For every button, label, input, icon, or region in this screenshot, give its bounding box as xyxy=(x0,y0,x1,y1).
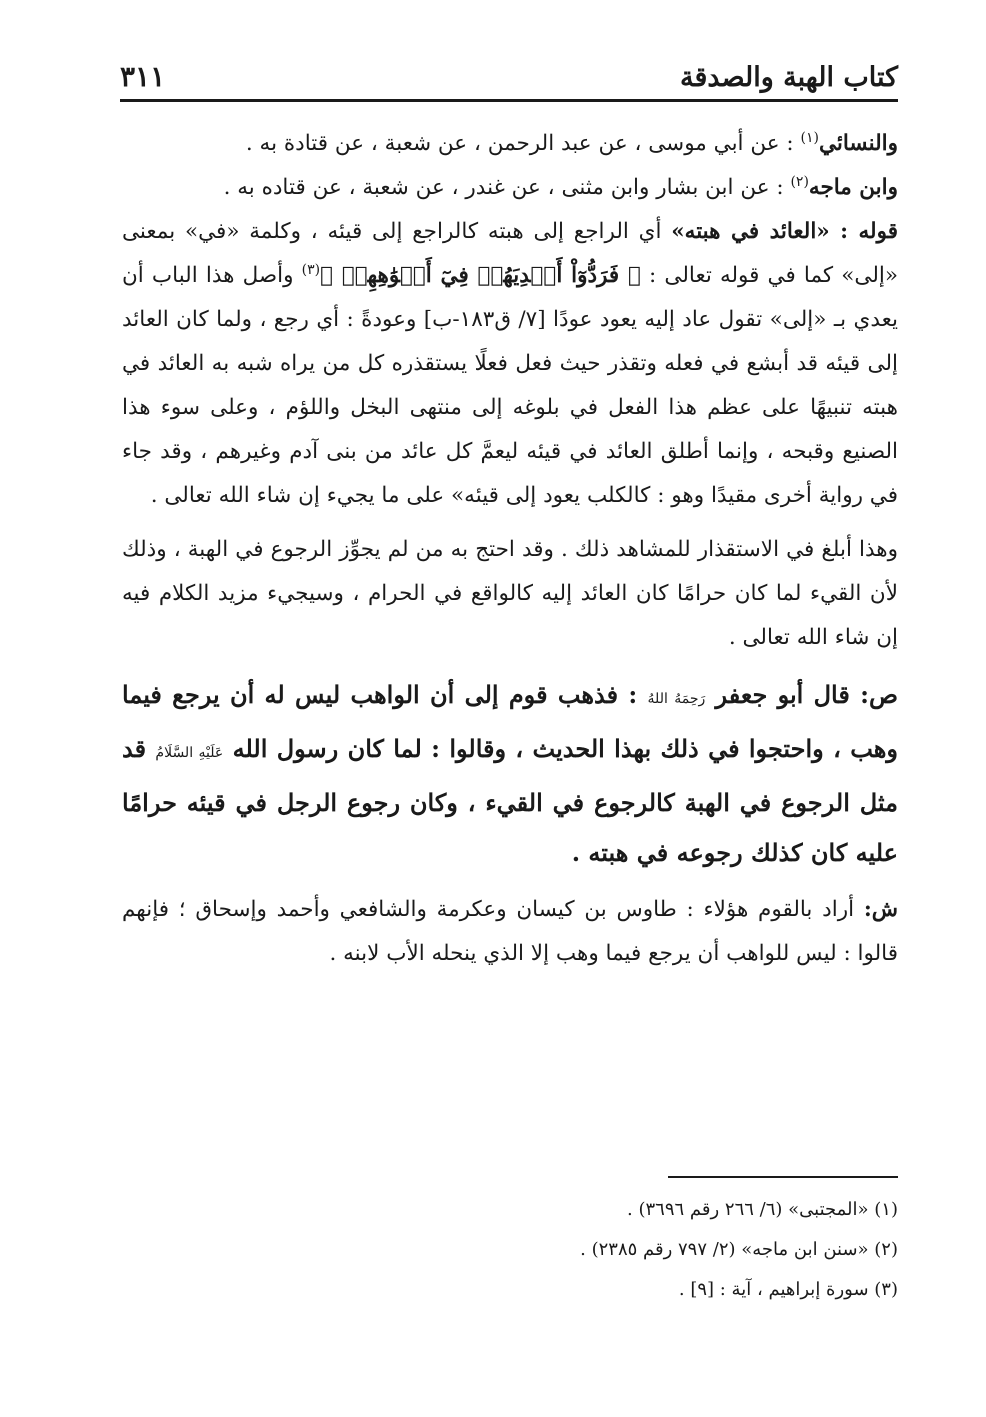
paragraph-text: قد مثل الرجوع في الهبة كالرجوع في القيء ، وكان رجوع الرجل في قيئه حرامًا عليه كان كذلك رجوعه في هبته . xyxy=(122,734,898,867)
paragraph-shin xyxy=(122,888,898,976)
paragraph-lead: ش: xyxy=(863,897,898,922)
paragraph-text: ص: قال أبو جعفر xyxy=(715,680,898,709)
quran-verse: ﴿ فَرَدُّوٓاْ أَيۡدِيَهُمۡ فِيٓ أَفۡوَٰهِهِمۡ ﴾ xyxy=(320,263,641,288)
paragraph-nasai xyxy=(122,122,898,166)
paragraph-lead: والنسائي xyxy=(818,131,898,156)
footnote-ref: (٢) xyxy=(790,173,809,190)
footnotes xyxy=(122,1190,898,1310)
paragraph-text: : عن ابن بشار وابن مثنى ، عن غندر ، عن شعبة ، عن قتاده به . xyxy=(223,175,784,200)
book-title: كتاب الهبة والصدقة xyxy=(680,62,898,93)
paragraph-text: وأصل هذا الباب أن يعدي بـ «إلى» تقول عاد إليه يعود عودًا [٧/ ق١٨٣-ب] وعودةً : أي رجع ، ولما كان العائد إلى قيئه قد أبشع في فعله وتقذر حيث فعل فعلًا يستقذره كل من يراه شبه به العائد في هبته تنبيهًا على عظم هذا الفعل في بلوغه إلى منتهى البخل واللؤم ، وعلى سوء هذا الصنيع وقبحه ، وإنما أطلق العائد في قيئه ليعمَّ كل عائد من بنى آدم وغيرهم ، وقد جاء في رواية أخرى مقيدًا وهو : كالكلب يعود إلى قيئه» على ما يجيء إن شاء الله تعالى . xyxy=(122,263,899,508)
footnote: (٢) «سنن ابن ماجه» (٢/ ٧٩٧ رقم ٢٣٨٥) . xyxy=(580,1239,898,1260)
honorific: عَلَيْهِ السَّلَامُ xyxy=(155,745,224,761)
page-number: ٣١١ xyxy=(120,60,166,93)
paragraph-text: أراد بالقوم هؤلاء : طاوس بن كيسان وعكرمة والشافعي وأحمد وإسحاق ؛ فإنهم قالوا : ليس للواهب أن يرجع فيما وهب إلا الذي ينحله الأب لابنه . xyxy=(122,897,898,966)
paragraph-text: : فذهب قوم إلى أن الواهب ليس له أن يرجع فيما وهب ، واحتجوا في ذلك بهذا الحديث ، وقالوا : لما كان رسول الله xyxy=(122,680,899,763)
footnote: (٣) سورة إبراهيم ، آية : [٩] . xyxy=(678,1279,898,1300)
paragraph-text: أي الراجع إلى هبته كالراجع إلى قيئه ، وكلمة «في» بمعنى «إلى» كما في قوله تعالى : xyxy=(122,219,899,288)
footnote-ref: (٣) xyxy=(301,261,321,278)
paragraph-istiqdhar xyxy=(122,528,898,660)
paragraph-text: : عن أبي موسى ، عن عبد الرحمن ، عن شعبة ، عن قتادة به . xyxy=(245,131,794,156)
paragraph-lead: وابن ماجه xyxy=(808,175,898,200)
footnote: (١) «المجتبى» (٦/ ٢٦٦ رقم ٣٦٩٦) . xyxy=(627,1199,898,1220)
page-header xyxy=(120,52,898,102)
paragraph-ibn-majah xyxy=(122,166,898,210)
paragraph-commentary xyxy=(122,210,898,518)
paragraph-sad xyxy=(122,670,898,878)
footnote-ref: (١) xyxy=(800,129,819,146)
honorific: رَحِمَهُ اللهُ xyxy=(647,691,706,707)
paragraph-lead: قوله : «العائد في هبته» xyxy=(671,219,898,244)
footnote-separator xyxy=(668,1176,898,1178)
main-text xyxy=(122,122,898,976)
paragraph-text: وهذا أبلغ في الاستقذار للمشاهد ذلك . وقد احتج به من لم يجوِّز الرجوع في الهبة ، وذلك لأن القيء لما كان حرامًا كان العائد إليه كالواقع في الحرام ، وسيجيء مزيد الكلام فيه إن شاء الله تعالى . xyxy=(122,537,898,650)
